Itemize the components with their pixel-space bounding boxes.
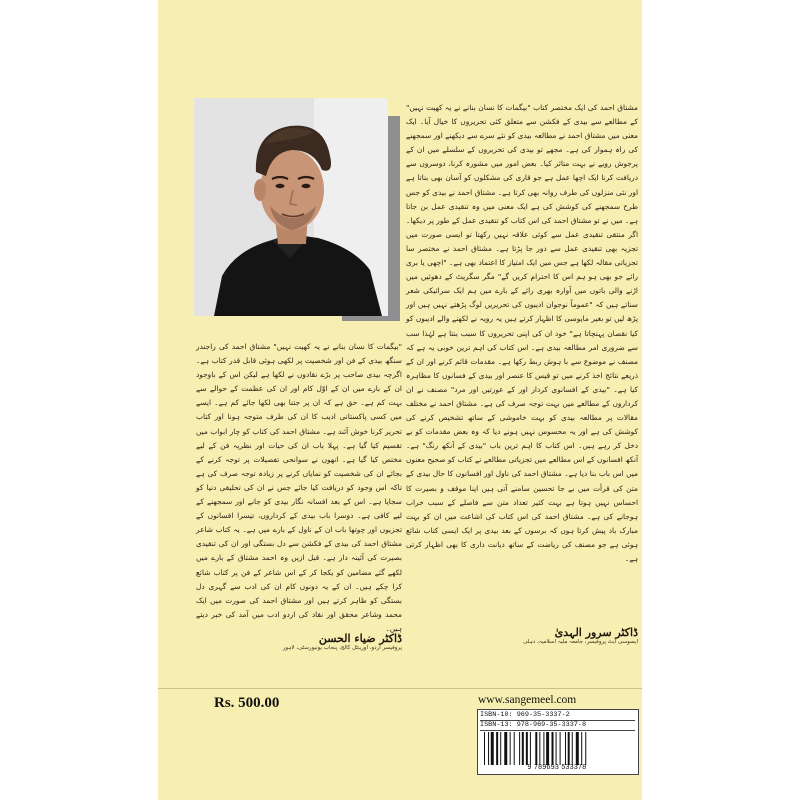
signature-left-role: پروفیسر اردو، اورینٹل کالج، پنجاب یونیورسٹی، لاہور <box>282 645 402 651</box>
barcode-icon <box>482 732 632 765</box>
bottom-divider <box>158 688 642 689</box>
price-label: Rs. 500.00 <box>214 695 280 711</box>
publisher-website[interactable]: www.sangemeel.com <box>478 694 577 706</box>
signature-right-role: ایسوسی ایٹ پروفیسر، جامعہ ملیہ اسلامیہ، دہلی <box>523 639 638 645</box>
barcode-number: 9 789693 533378 <box>527 764 587 771</box>
signature-left <box>196 632 402 651</box>
isbn-10: ISBN-10: 969-35-3337-2 <box>480 710 635 721</box>
author-photo <box>194 98 388 316</box>
signature-right-name: ڈاکٹر سرور الہدیٰ <box>554 626 638 639</box>
signature-left-name: ڈاکٹر ضیاء الحسن <box>318 632 402 645</box>
author-portrait-icon <box>194 98 388 316</box>
isbn-13: ISBN-13: 978-969-35-3337-8 <box>480 720 635 731</box>
blurb-left: "بیگمات کا نسان بنانے نے یہ کھیت نہیں" مشتاق احمد کی راجندر سنگھ بیدی کے فن اور شخصیت پر لکھی ہوئی قابل قدر کتاب ہے۔ اگرچہ بیدی صاحب پر بڑے نقادوں نے لکھا ہے لیکن اس کے باوجود ان کے بارے میں ان کے اوّل کام اور ان کی عظمت کے حوالے سے بہت کم ہے۔ حق ہے کہ ان پر جتنا بھی لکھا جائے کم ہے۔ ایسے میں کسی پاکستانی ادیب کا ان کی طرف متوجہ ہونا اور کتاب تحریر کرنا خوش آئند ہے۔ مشتاق احمد کی کتاب کو چار ابواب میں تقسیم کیا گیا ہے۔ پہلا باب ان کی حیات اور نظریہ فن کے لیے مختص کیا گیا ہے۔ انھوں نے سوانحی تفصیلات پر توجہ کرنے کے بجائے ان کی شخصیت کو نمایاں کرنے پر زیادہ توجہ صرف کی ہے تاکہ اس وجود کو دریافت کیا جائے جس نے ان کی تحلیقی دنیا کو سجایا ہے۔ اس کے بعد افسانہ نگار بیدی کو جانے اور سمجھنے کے لیے کافی ہے۔ دوسرا باب بیدی کے کرداروں، تیسرا افسانوں کے تجزیوں اور چوتھا باب ان کے ناول کے بارے میں ہے۔ یہ کتاب شاعر مشتاق احمد کی بیدی کے فکشن سے دل بستگی اور ان کی تنقیدی بصیرت کی آئینہ دار ہے۔ قبل ازیں وہ احمد مشتاق کے بارے میں لکھے گئے مضامین کو یکجا کر کے اس شاعر کے فن پر کتاب شائع کرا چکے ہیں۔ ان کے یہ دونوں کام ان کی ادب سے گہری دل بستگی کو ظاہر کرتے ہیں اور مشتاق احمد کی صورت میں ایک محمد وشاعر محقق اور نقاد کی اردو ادب میں آمد کی خبر دیتے ہیں۔ <box>196 342 402 633</box>
blurb-right: مشتاق احمد کی ایک مختصر کتاب "بیگمات کا نسان بنانے نے یہ کھیت نہیں" کے مطالعے سے بیدی کے فکشن سے متعلق کئی تحریروں کا خیال آیا۔ ایک معنی میں مشتاق احمد نے مطالعہ بیدی کو نئے سرے سے دیکھنے اور سمجھنے کی راہ ہموار کی ہے۔ مجھے تو بیدی کی تحریروں کے سلسلے میں ان کے پرجوش رویے نے بہت متاثر کیا۔ بعض امور میں مشورہ کرنا، دوسروں سے دریافت کرنا ایک اچھا عمل ہے جو قاری کی مشکلوں کو آسان بھی بناتا ہے اور نئی منزلوں کی طرف روانہ بھی کرتا ہے۔ مشتاق احمد نے بیدی کو جس طرح سمجھنے کی کوشش کی ہے ایک معنی میں وہ تنقیدی عمل بن جاتا ہے۔ میں نے تو مشتاق احمد کی اس کتاب کو تنقیدی عمل کے طور پر دیکھا۔ اگر منتقی تنقیدی عمل سے کوئی علاقہ نہیں رکھتا تو ایسی صورت میں تجزیہ بھی تنقیدی عمل سے دور جا پڑتا ہے۔ مشتاق احمد نے مختصر سا تجزیاتی مقالہ لکھا ہے جس میں ایک امتیاز کا اعتماد بھی ہے۔ "اچھی یا بری رائے جو بھی ہو ہم اس کا احترام کریں گے" مگر سگریٹ کے دھوئیں میں اڑنے والی باتوں میں آوارہ بھری رائے کے بارے میں ہم ایک سرائیکی شعر سناتے ہیں کہ "عموماً نوجوان ادیبوں کی تحریریں لوگ پڑھتے نہیں ہیں اور پڑھ لیں تو بغیر مایوسی کا اظہار کرتے ہیں یہ رویہ نے لکھنے والے ادیبوں کو کیا نقصان پہنچاتا ہے" خود ان کی اپنی تحریروں کا سبب بنتا ہے لہٰذا سب سے ضروری امر مطالعہ بیدی ہے۔ اس کتاب کی اہم ترین خوبی یہ ہے کہ مصنف نے موضوع سے با ہوش ربط رکھا ہے۔ مقدمات قائم کرنے اور ان کے ذریعے نتائج اخذ کرنے میں تو قیس کا عنصر اور بیدی کے فسانوں کا مظاہرہ کیا ہے۔ "بیدی کے افسانوی کردار اور کے عورتیں اور مرد" مصنف نے ان کرداروں کے مطالعے میں بہت توجہ صرف کی ہے۔ مشتاق احمد نے مختلف مقالات پر مطالعہ بیدی کو بہت خاموشی کے ساتھ تشخیص کرنے کی کوشش کی ہے اور یہ محسوس نہیں ہونے دیا کہ وہ بعض مقدمات کو بے دخل کر رہے ہیں۔ اس کتاب کا اہم ترین باب "بیدی کے آنکھ رنگ" ہے۔ آنکھ افسانوں کے اس مطالعے میں تجزیاتی مطالعے نے کتاب کو صحیح معنوں میں اس باب بنا دیا ہے۔ مشتاق احمد کی ناول اور افسانوں کا حال بیدی کے متن کی قرأت میں بے جا تحسین سامنے آتی ہیں اپنا موقف و بصیرت کا احساس نہیں ہوتا ہے بہت کثیر تعداد متن سے فاصلے کے سبب خراب ہوجانے کی ہے۔ مشتاق احمد کی اس کتاب کی اشاعت میں ان کو بہت مبارک باد پیش کرتا ہوں کہ برسوں کے بعد بیدی پر ایک ایسی کتاب شائع ہوئی ہے جو مصنف کی ریاضت کے ساتھ دیانت داری کا بھی اظہار کرتی ہے۔ <box>406 103 638 563</box>
signature-right <box>406 626 638 645</box>
isbn-barcode-box <box>477 709 639 775</box>
